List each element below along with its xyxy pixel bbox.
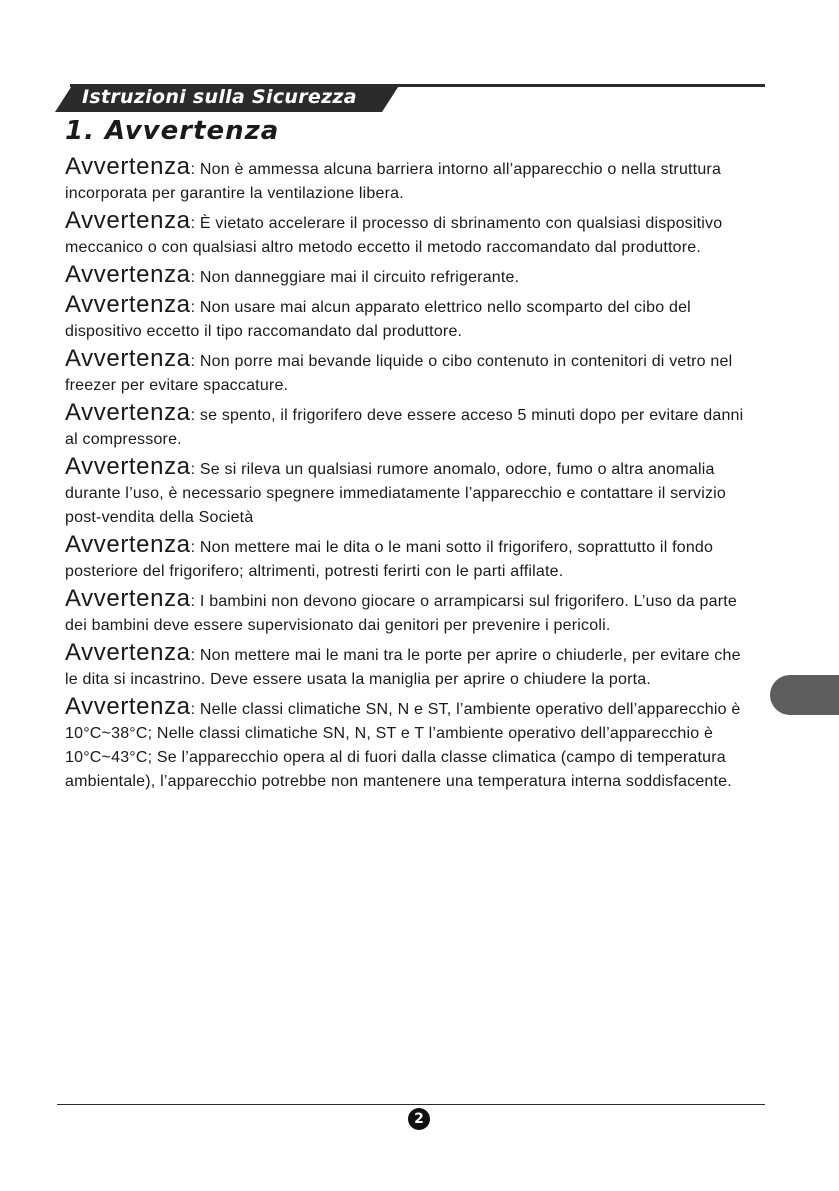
warning-label: Avvertenza (65, 531, 191, 558)
warning-item (65, 401, 745, 452)
section-header-label: Istruzioni sulla Sicurezza (82, 86, 357, 108)
warning-label: Avvertenza (65, 291, 191, 318)
warning-text: : Non è ammessa alcuna barriera intorno all’apparecchio o nella struttura incorporata per garantire la ventilazione libera. (65, 161, 722, 202)
warnings-list (65, 155, 745, 797)
warning-item (65, 263, 745, 290)
warning-text: : Non usare mai alcun apparato elettrico nello scomparto del cibo del dispositivo eccetto il tipo raccomandato dal produttore. (65, 299, 691, 340)
warning-label: Avvertenza (65, 207, 191, 234)
warning-text: : Non mettere mai le dita o le mani sotto il frigorifero, soprattutto il fondo posteriore del frigorifero; altrimenti, potresti ferirti con le parti affilate. (65, 539, 714, 580)
warning-item (65, 695, 745, 794)
warning-item (65, 293, 745, 344)
warning-item (65, 155, 745, 206)
warning-label: Avvertenza (65, 399, 191, 426)
warning-label: Avvertenza (65, 453, 191, 480)
footer-rule (57, 1104, 765, 1105)
warning-text: : Nelle classi climatiche SN, N e ST, l’ambiente operativo dell’apparecchio è 10°C~38°C; Nelle classi climatiche SN, N, ST e T l’ambiente operativo dell’apparecchio è 10°C~43°C; Se l’apparecchio opera al di fuori dalla classe climatica (campo di temperatura ambientale), l’apparecchio potrebbe non mantenere una temperatura interna soddisfacente. (65, 701, 741, 790)
warning-text: : Non mettere mai le mani tra le porte per aprire o chiuderle, per evitare che le dita si incastrino. Deve essere usata la maniglia per aprire o chiudere la porta. (65, 647, 741, 688)
warning-label: Avvertenza (65, 639, 191, 666)
warning-text: : È vietato accelerare il processo di sbrinamento con qualsiasi dispositivo meccanico o con qualsiasi altro metodo eccetto il metodo raccomandato dal produttore. (65, 215, 723, 256)
warning-item (65, 641, 745, 692)
warning-label: Avvertenza (65, 153, 191, 180)
warning-item (65, 347, 745, 398)
warning-text: : Se si rileva un qualsiasi rumore anomalo, odore, fumo o altra anomalia durante l’uso, è necessario spegnere immediatamente l’apparecchio e contattare il servizio post-vendita della Società (65, 461, 727, 526)
warning-text: : I bambini non devono giocare o arrampicarsi sul frigorifero. L’uso da parte dei bambini deve essere supervisionato dai genitori per prevenire i pericoli. (65, 593, 737, 634)
warning-item (65, 533, 745, 584)
warning-text: : se spento, il frigorifero deve essere acceso 5 minuti dopo per evitare danni al compressore. (65, 407, 744, 448)
warning-text: : Non danneggiare mai il circuito refrigerante. (190, 269, 520, 286)
warning-label: Avvertenza (65, 693, 191, 720)
warning-label: Avvertenza (65, 585, 191, 612)
warning-item (65, 587, 745, 638)
section-header-tab (55, 84, 400, 112)
side-thumb-tab (770, 675, 839, 715)
warning-item (65, 209, 745, 260)
warning-text: : Non porre mai bevande liquide o cibo contenuto in contenitori di vetro nel freezer per evitare spaccature. (65, 353, 733, 394)
page-number-badge: 2 (408, 1108, 430, 1130)
warning-label: Avvertenza (65, 261, 191, 288)
page-title: 1. Avvertenza (65, 116, 280, 146)
warning-label: Avvertenza (65, 345, 191, 372)
warning-item (65, 455, 745, 530)
